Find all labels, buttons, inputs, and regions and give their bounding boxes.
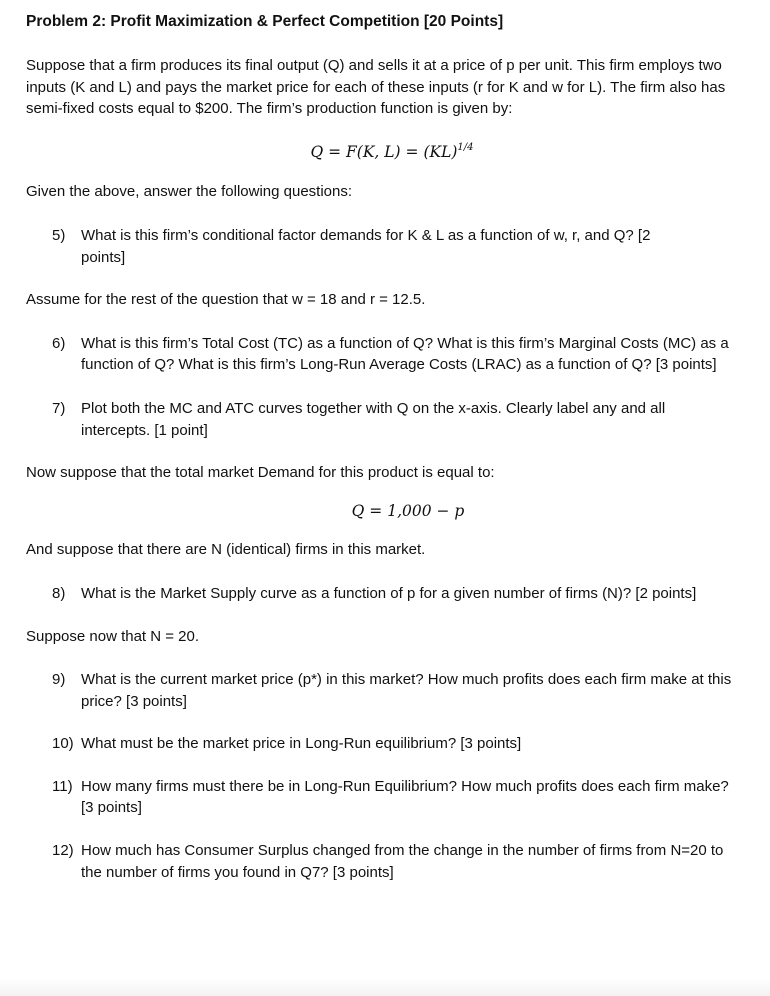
production-function-exponent: 1/4 xyxy=(457,141,474,153)
production-function-base: Q = F(K, L) = (KL) xyxy=(310,142,458,161)
question-9-number: 9) xyxy=(52,671,66,689)
question-7-text: Plot both the MC and ATC curves together with Q on the x-axis. Clearly label any and all intercepts. [1 point] xyxy=(81,399,666,439)
bottom-fade xyxy=(0,978,770,996)
demand-intro: Now suppose that the total market Demand for this product is equal to: xyxy=(26,464,495,482)
question-12 xyxy=(26,840,736,883)
question-11-text: How many firms must there be in Long-Run Equilibrium? How much profits does each firm make? [3 points] xyxy=(81,777,729,817)
question-6 xyxy=(26,333,736,376)
suppose-n-text: Suppose now that N = 20. xyxy=(26,627,200,645)
question-11 xyxy=(26,776,736,819)
question-5 xyxy=(26,225,736,268)
demand-equation: Q = 1,000 − p xyxy=(351,501,465,520)
question-5-text: What is this firm’s conditional factor demands for K & L as a function of w, r, and Q? [2 points] xyxy=(81,226,651,266)
question-9-text: What is the current market price (p*) in this market? How much profits does each firm make at this price? [3 points] xyxy=(81,671,732,710)
question-6-text: What is this firm’s Total Cost (TC) as a function of Q? What is this firm’s Marginal Costs (MC) as a function of Q? What is this firm’s Long-Run Average Costs (LRAC) as a function of Q? [3 points] xyxy=(81,334,729,374)
n-firms-text: And suppose that there are N (identical) firms in this market. xyxy=(26,541,426,559)
question-7-number: 7) xyxy=(52,399,66,417)
question-8-number: 8) xyxy=(52,584,66,602)
question-5-number: 5) xyxy=(52,226,66,244)
problem-page xyxy=(26,11,736,883)
assume-text: Assume for the rest of the question that w = 18 and r = 12.5. xyxy=(26,291,426,309)
question-8 xyxy=(26,583,736,605)
production-function-equation xyxy=(26,142,736,164)
question-8-text: What is the Market Supply curve as a function of p for a given number of firms (N)? [2 points] xyxy=(81,584,697,602)
question-12-number: 12) xyxy=(52,842,74,860)
question-12-text: How much has Consumer Surplus changed from the change in the number of firms from N=20 to the number of firms you found in Q7? [3 points] xyxy=(81,842,724,881)
question-10-text: What must be the market price in Long-Run equilibrium? [3 points] xyxy=(81,735,522,753)
question-6-number: 6) xyxy=(52,334,66,352)
question-9 xyxy=(26,669,736,712)
question-11-number: 11) xyxy=(52,777,73,795)
intro-paragraph: Suppose that a firm produces its final output (Q) and sells it at a price of p per unit. This firm employs two inputs (K and L) and pays the market price for each of these inputs (r for K and w for L). The firm also has semi-fixed costs equal to $200. The firm’s production function is given by: xyxy=(26,57,726,118)
question-10-number: 10) xyxy=(52,735,74,753)
question-7 xyxy=(26,398,736,441)
problem-title: Problem 2: Profit Maximization & Perfect Competition [20 Points] xyxy=(26,13,504,30)
question-10 xyxy=(26,733,736,755)
given-text: Given the above, answer the following questions: xyxy=(26,183,353,201)
